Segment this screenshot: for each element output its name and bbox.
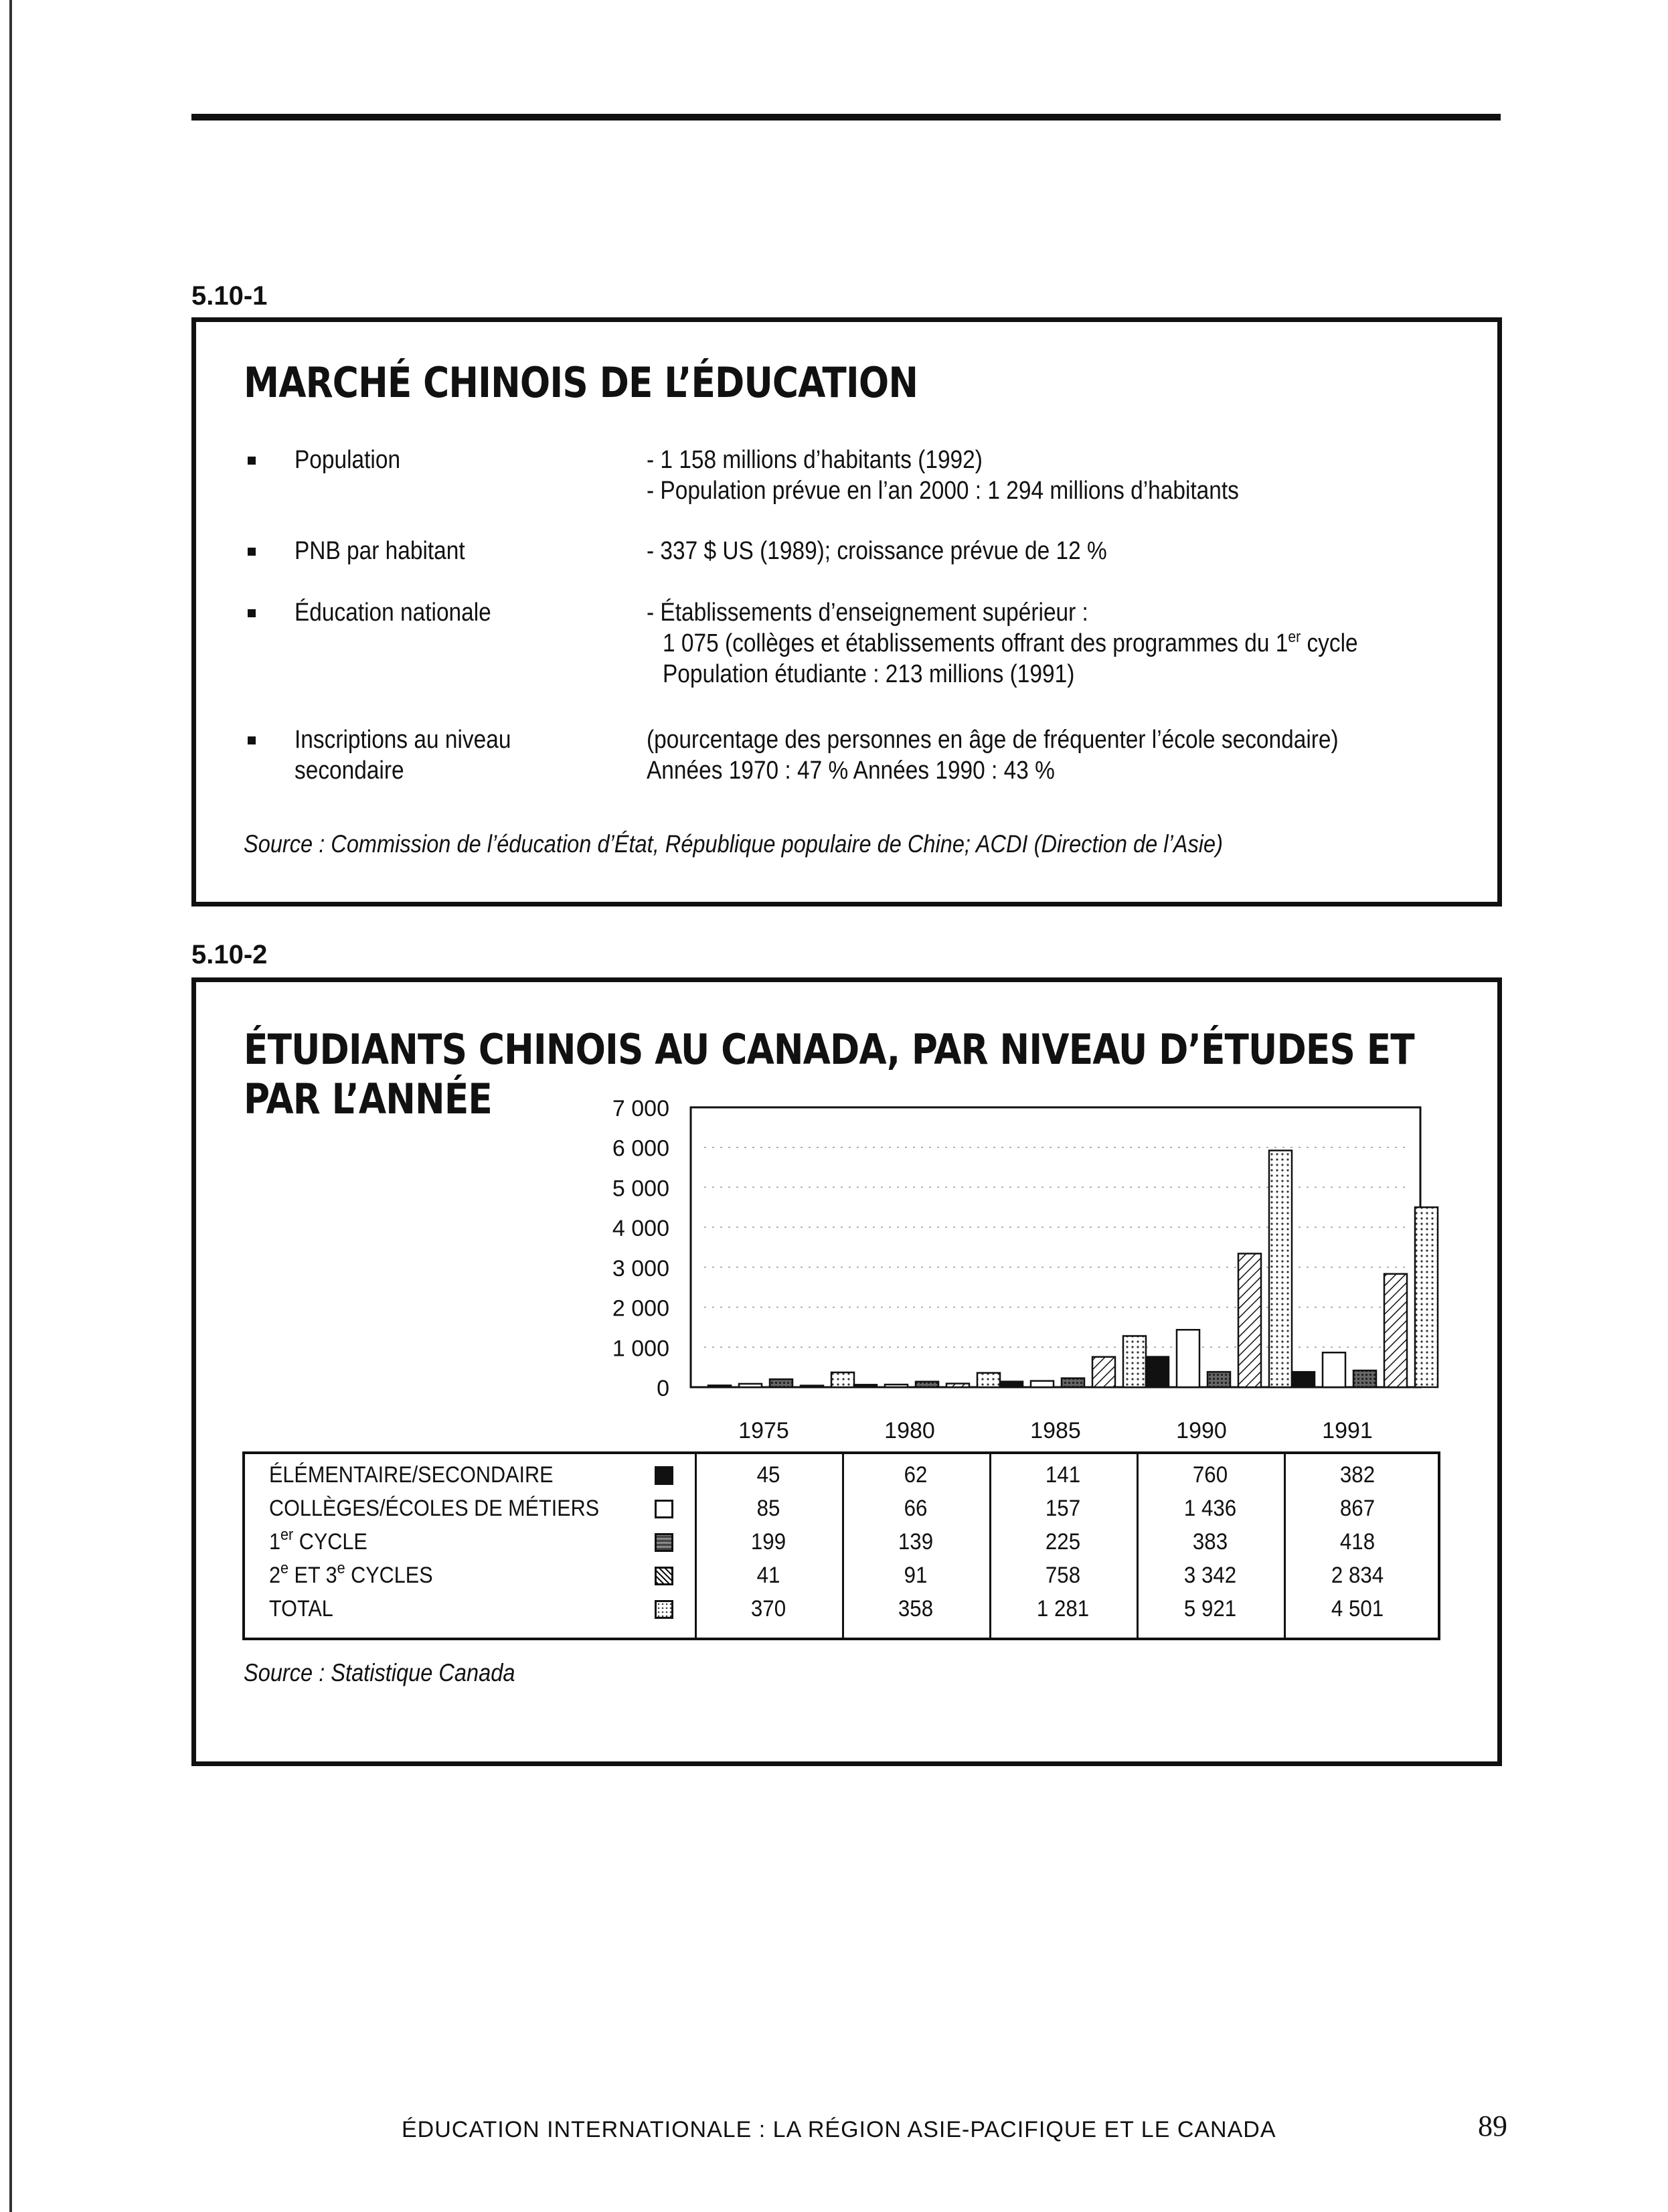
info-value: - Population prévue en l’an 2000 : 1 294 millions d’habitants — [647, 477, 1239, 505]
x-tick-label: 1980 — [884, 1418, 935, 1443]
y-tick-label: 6 000 — [612, 1135, 669, 1162]
table-divider — [695, 1454, 697, 1638]
table-cell: 199 — [750, 1529, 786, 1555]
info-value: - 337 $ US (1989); croissance prévue de 12 % — [647, 537, 1107, 565]
legend-swatch — [655, 1567, 673, 1585]
info-label: PNB par habitant — [295, 537, 465, 565]
y-tick-label: 4 000 — [612, 1216, 669, 1242]
y-tick-label: 0 — [657, 1376, 669, 1401]
bar — [801, 1386, 823, 1387]
legend-swatch — [655, 1466, 673, 1485]
table-cell: 62 — [904, 1462, 928, 1488]
table-cell: 45 — [756, 1462, 780, 1488]
table-cell: 4 501 — [1331, 1596, 1384, 1622]
table-cell: 91 — [904, 1563, 928, 1588]
bar — [1031, 1381, 1054, 1387]
table-row-label: 2e ET 3e CYCLES — [269, 1559, 433, 1588]
info-value: Population étudiante : 213 millions (1991) — [663, 660, 1075, 688]
x-tick-label: 1975 — [738, 1418, 789, 1443]
info-label: Éducation nationale — [295, 599, 491, 627]
table-cell: 5 921 — [1183, 1596, 1237, 1622]
table-cell: 383 — [1192, 1529, 1228, 1555]
table-cell: 225 — [1045, 1529, 1081, 1555]
page-number: 89 — [1478, 2110, 1507, 2142]
bar — [1269, 1150, 1292, 1387]
info-value: (pourcentage des personnes en âge de fréquenter l’école secondaire) — [647, 726, 1339, 754]
bar — [1207, 1372, 1230, 1387]
table-row-label: COLLÈGES/ÉCOLES DE MÉTIERS — [269, 1496, 600, 1521]
data-table — [242, 1451, 1440, 1640]
table-divider — [989, 1454, 991, 1638]
table-cell: 141 — [1045, 1462, 1081, 1488]
plot-frame — [691, 1107, 1420, 1387]
bar — [1292, 1372, 1315, 1387]
bar — [739, 1384, 762, 1387]
table-cell: 758 — [1045, 1563, 1081, 1588]
bar — [770, 1379, 793, 1387]
table-row-label: TOTAL — [269, 1596, 333, 1622]
table-cell: 1 436 — [1183, 1496, 1237, 1521]
bar — [946, 1384, 969, 1387]
legend-swatch — [655, 1600, 673, 1619]
y-tick-label: 1 000 — [612, 1336, 669, 1362]
table-cell: 3 342 — [1183, 1563, 1237, 1588]
table-divider — [1284, 1454, 1286, 1638]
page-footer: ÉDUCATION INTERNATIONALE : LA RÉGION ASIE-PACIFIQUE ET LE CANADA — [402, 2117, 1276, 2142]
table-cell: 418 — [1339, 1529, 1375, 1555]
legend-swatch — [655, 1533, 673, 1552]
bar — [1000, 1382, 1023, 1387]
table-cell: 41 — [756, 1563, 780, 1588]
info-value: Années 1970 : 47 % Années 1990 : 43 % — [647, 757, 1055, 785]
table-cell: 760 — [1192, 1462, 1228, 1488]
bar — [854, 1385, 877, 1387]
table-row-label: 1er CYCLE — [269, 1526, 367, 1555]
bar — [1092, 1357, 1115, 1387]
table-divider — [842, 1454, 844, 1638]
y-tick-label: 2 000 — [612, 1295, 669, 1322]
info-label: Population — [295, 446, 401, 474]
table-cell: 2 834 — [1331, 1563, 1384, 1588]
bar — [977, 1373, 1000, 1387]
table-cell: 1 281 — [1036, 1596, 1090, 1622]
bar — [1353, 1370, 1376, 1387]
bar — [1177, 1330, 1199, 1387]
table-row-label: ÉLÉMENTAIRE/SECONDAIRE — [269, 1462, 554, 1488]
legend-swatch — [655, 1500, 673, 1518]
chart-title-line2: PAR L’ANNÉE — [244, 1075, 492, 1123]
table-cell: 66 — [904, 1496, 928, 1521]
x-tick-label: 1990 — [1176, 1418, 1227, 1443]
table-cell: 370 — [750, 1596, 786, 1622]
bar — [1146, 1357, 1169, 1387]
table-divider — [1137, 1454, 1139, 1638]
info-label: secondaire — [295, 757, 404, 785]
bar — [1415, 1207, 1438, 1387]
info-value: 1 075 (collèges et établissements offrant des programmes du 1er cycle — [663, 628, 1358, 657]
bar — [1238, 1253, 1261, 1387]
y-tick-label: 3 000 — [612, 1255, 669, 1281]
table-cell: 139 — [898, 1529, 934, 1555]
bar — [1384, 1274, 1407, 1387]
bar — [916, 1382, 938, 1387]
bar — [1323, 1352, 1345, 1387]
y-tick-label: 5 000 — [612, 1176, 669, 1202]
bar — [831, 1372, 854, 1387]
bar — [1062, 1378, 1084, 1387]
x-tick-label: 1985 — [1030, 1418, 1081, 1443]
info-label: Inscriptions au niveau — [295, 726, 511, 754]
info-value: - 1 158 millions d’habitants (1992) — [647, 446, 983, 474]
section-number-1: 5.10-1 — [191, 281, 268, 311]
bar — [708, 1385, 731, 1387]
section-number-2: 5.10-2 — [191, 940, 268, 969]
table-cell: 85 — [756, 1496, 780, 1521]
table-cell: 157 — [1045, 1496, 1081, 1521]
table-cell: 358 — [898, 1596, 934, 1622]
bar — [1123, 1336, 1146, 1387]
market-title: MARCHÉ CHINOIS DE L’ÉDUCATION — [244, 358, 918, 407]
y-tick-label: 7 000 — [612, 1096, 669, 1121]
table-cell: 867 — [1339, 1496, 1375, 1521]
chart-source: Source : Statistique Canada — [244, 1659, 515, 1686]
info-value: - Établissements d’enseignement supérieur : — [647, 599, 1088, 627]
table-cell: 382 — [1339, 1462, 1375, 1488]
x-tick-label: 1991 — [1322, 1418, 1373, 1443]
chart-title-line1: ÉTUDIANTS CHINOIS AU CANADA, PAR NIVEAU D’ÉTUDES ET — [244, 1025, 1414, 1074]
bar — [885, 1385, 908, 1387]
market-source: Source : Commission de l’éducation d’État, République populaire de Chine; ACDI (Direction de l’Asie) — [244, 830, 1223, 858]
